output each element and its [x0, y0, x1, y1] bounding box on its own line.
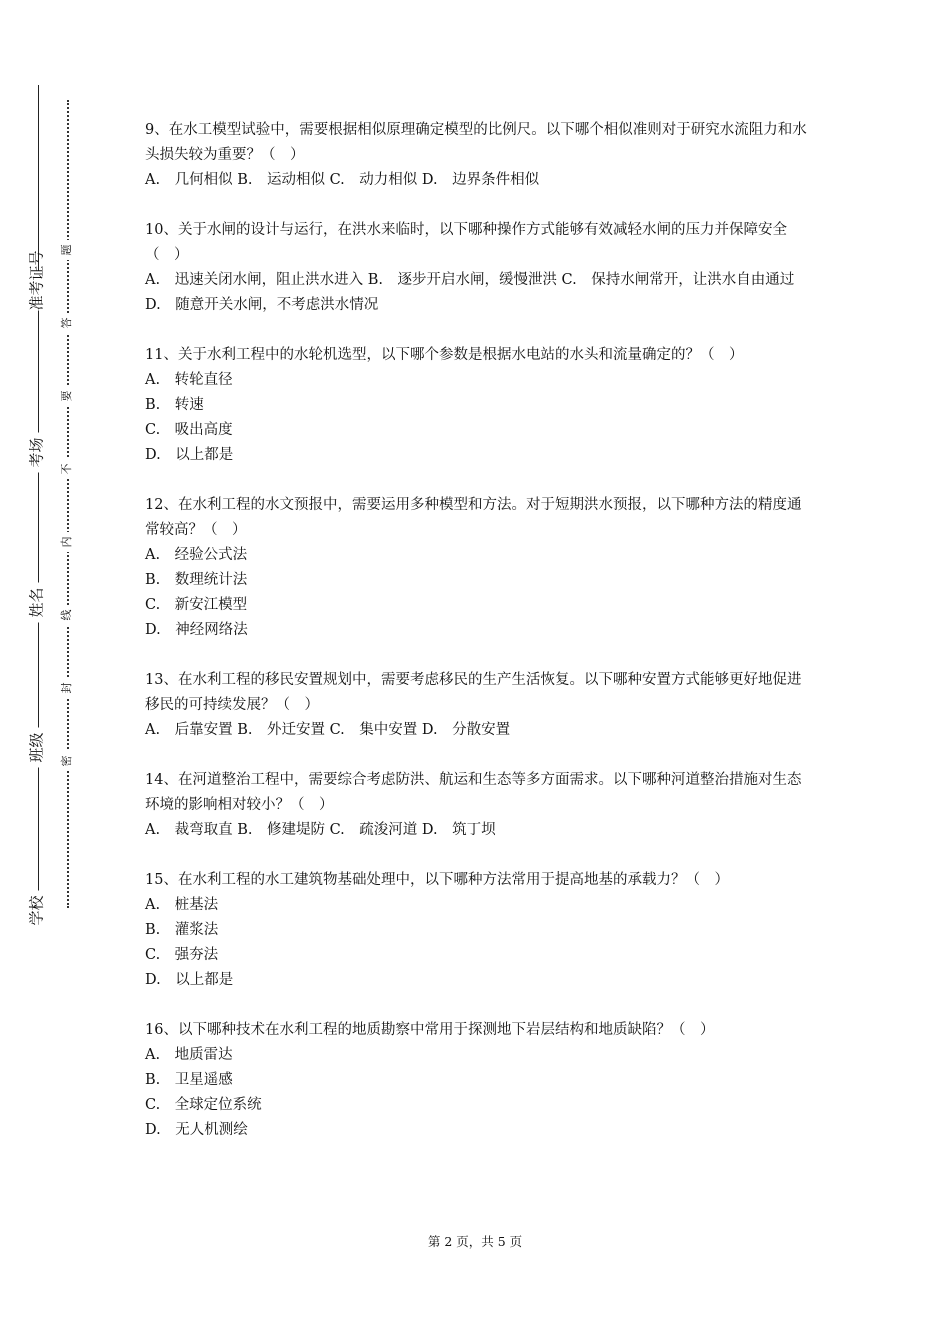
- option-c: C. 新安江模型: [145, 597, 248, 613]
- seal-char: 要: [60, 386, 74, 406]
- seal-char: 线: [60, 605, 74, 625]
- seal-char: 答: [60, 313, 74, 333]
- question-14: [145, 768, 810, 843]
- question-16: [145, 1018, 810, 1143]
- binding-dotted-line: [67, 100, 69, 908]
- question-13: [145, 668, 810, 743]
- question-stem: 16、以下哪种技术在水利工程的地质勘察中常用于探测地下岩层结构和地质缺陷？（ ）: [145, 1022, 715, 1038]
- option-c: C. 强夯法: [145, 947, 219, 963]
- question-stem: 12、在水利工程的水文预报中，需要运用多种模型和方法。对于短期洪水预报，以下哪种方法的精度通常较高？（ ）: [145, 497, 802, 538]
- option-d: D. 神经网络法: [145, 622, 248, 638]
- school-label: 学校: [26, 891, 47, 931]
- page-number: 第 2 页，共 5 页: [427, 1234, 523, 1249]
- question-stem: 10、关于水闸的设计与运行，在洪水来临时，以下哪种操作方式能够有效减轻水闸的压力并保障安全（ ）: [145, 222, 787, 263]
- question-10: [145, 218, 810, 318]
- option-b: B. 卫星遥感: [145, 1072, 233, 1088]
- option-a: A. 地质雷达: [145, 1047, 233, 1063]
- class-label: 班级: [26, 728, 47, 768]
- question-options: A. 几何相似 B. 运动相似 C. 动力相似 D. 边界条件相似: [145, 172, 540, 188]
- option-b: B. 转速: [145, 397, 204, 413]
- question-options: A. 裁弯取直 B. 修建堤防 C. 疏浚河道 D. 筑丁坝: [145, 822, 496, 838]
- question-stem: 14、在河道整治工程中，需要综合考虑防洪、航运和生态等多方面需求。以下哪种河道整治措施对生态环境的影响相对较小？（ ）: [145, 772, 802, 813]
- binding-margin: [0, 0, 100, 1344]
- option-c: C. 吸出高度: [145, 422, 233, 438]
- seal-char: 不: [60, 459, 74, 479]
- question-11: [145, 343, 810, 468]
- question-stem: 13、在水利工程的移民安置规划中，需要考虑移民的生产生活恢复。以下哪种安置方式能够更好地促进移民的可持续发展？（ ）: [145, 672, 802, 713]
- question-stem: 11、关于水利工程中的水轮机选型，以下哪个参数是根据水电站的水头和流量确定的？（ ）: [145, 347, 744, 363]
- question-options: A. 迅速关闭水闸，阻止洪水进入 B. 逐步开启水闸，缓慢泄洪 C. 保持水闸常开，让洪水自由通过 D. 随意开关水闸，不考虑洪水情况: [145, 272, 795, 313]
- option-a: A. 桩基法: [145, 897, 219, 913]
- question-12: [145, 493, 810, 643]
- question-list: [145, 118, 810, 1168]
- option-a: A. 经验公式法: [145, 547, 248, 563]
- name-label: 姓名: [26, 583, 47, 623]
- exam-number-label: 准考证号: [27, 250, 46, 311]
- question-options: A. 后靠安置 B. 外迁安置 C. 集中安置 D. 分散安置: [145, 722, 511, 738]
- option-c: C. 全球定位系统: [145, 1097, 262, 1113]
- option-d: D. 无人机测绘: [145, 1122, 248, 1138]
- option-d: D. 以上都是: [145, 972, 234, 988]
- question-stem: 15、在水利工程的水工建筑物基础处理中，以下哪种方法常用于提高地基的承载力？（ ）: [145, 872, 729, 888]
- seal-char: 密: [60, 751, 74, 771]
- option-b: B. 灌浆法: [145, 922, 219, 938]
- seal-char: 题: [60, 240, 74, 260]
- seal-char: 封: [60, 678, 74, 698]
- question-15: [145, 868, 810, 993]
- question-stem: 9、在水工模型试验中，需要根据相似原理确定模型的比例尺。以下哪个相似准则对于研究水流阻力和水头损失较为重要？（ ）: [145, 122, 807, 163]
- binding-solid-line: [38, 85, 39, 925]
- seal-char: 内: [60, 532, 74, 552]
- option-b: B. 数理统计法: [145, 572, 248, 588]
- question-9: [145, 118, 810, 193]
- option-a: A. 转轮直径: [145, 372, 233, 388]
- exam-room-label: 考场: [26, 433, 47, 473]
- option-d: D. 以上都是: [145, 447, 234, 463]
